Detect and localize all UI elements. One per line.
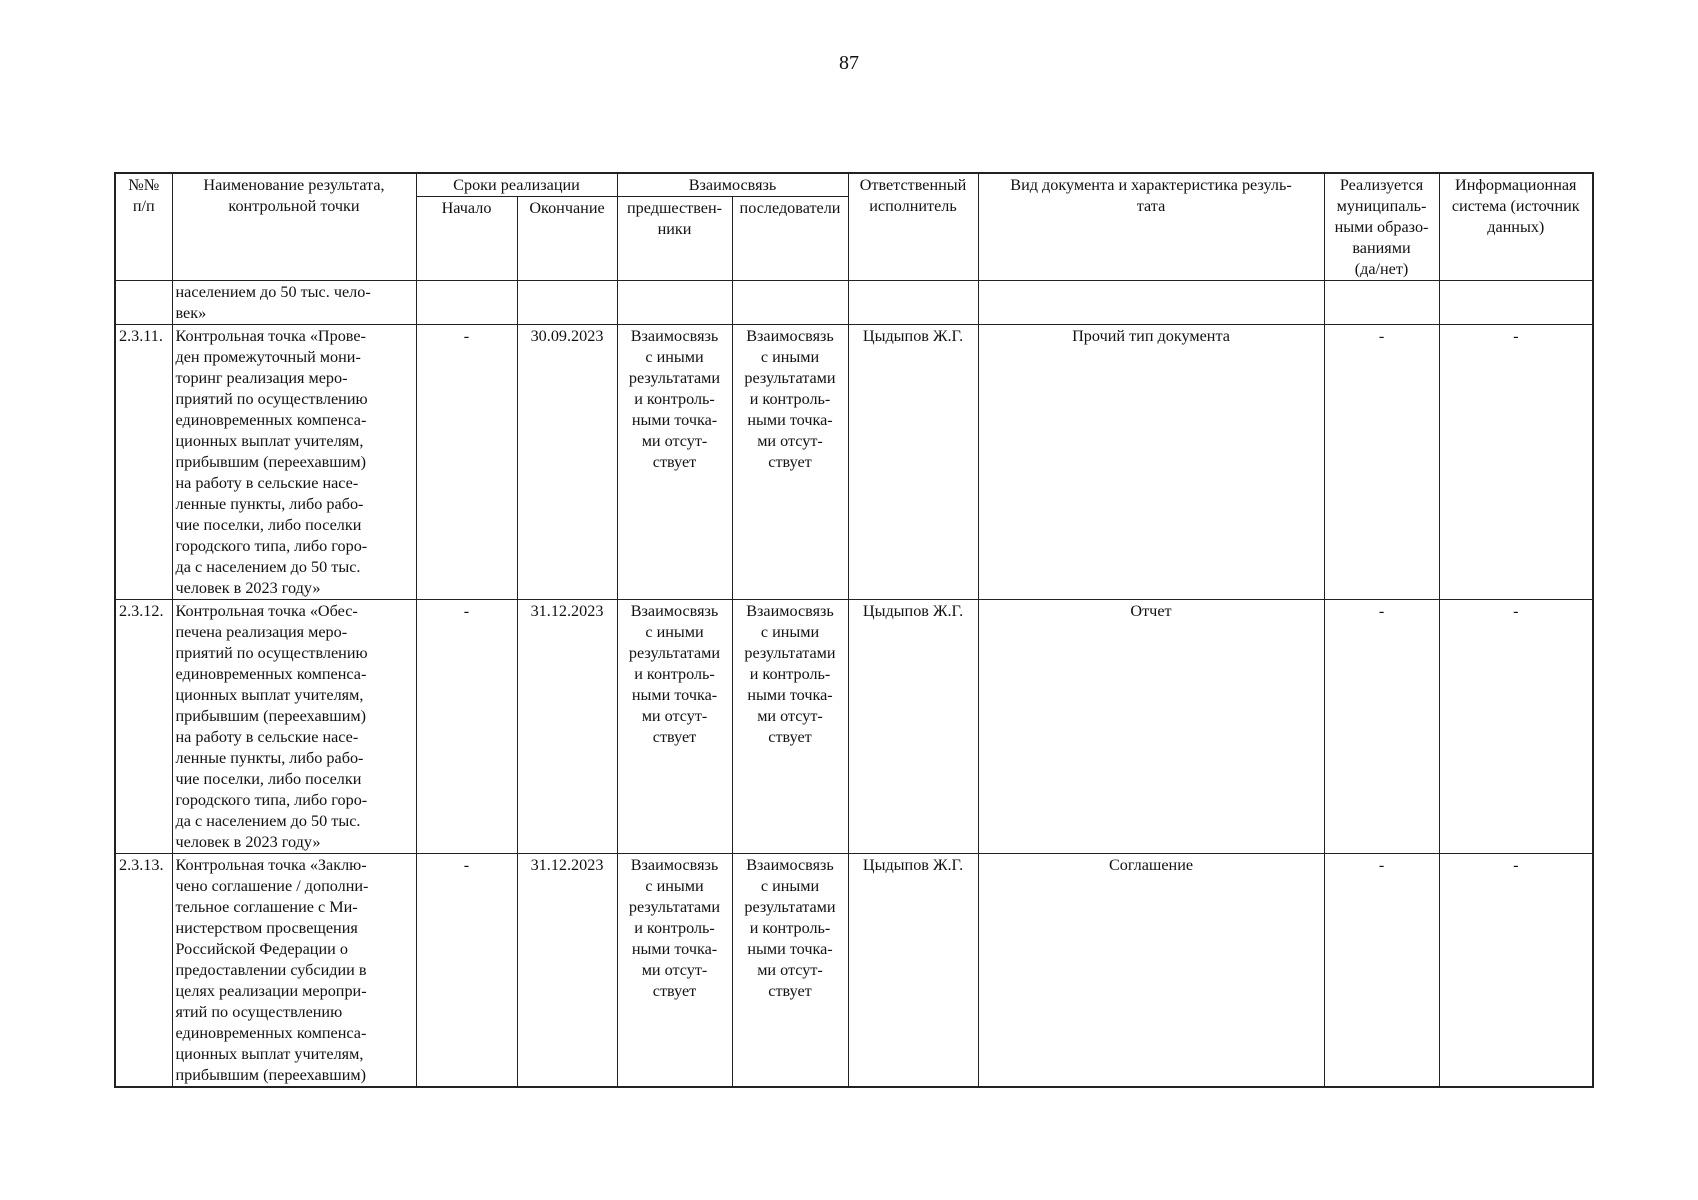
header-start: Начало — [416, 197, 517, 281]
cell-predecessors: Взаимосвязь с иными результатами и контроль- ными точка- ми отсут- ствует — [617, 325, 732, 600]
table-row — [115, 600, 1593, 854]
cell-end: 31.12.2023 — [517, 600, 617, 854]
cell-municipal: - — [1324, 325, 1439, 600]
header-terms: Сроки реализации — [416, 173, 617, 197]
cell-successors: Взаимосвязь с иными результатами и контроль- ными точка- ми отсут- ствует — [732, 600, 848, 854]
cell-doc-type: Прочий тип документа — [978, 325, 1324, 600]
cell-executor: Цыдыпов Ж.Г. — [848, 325, 978, 600]
cell-num: 2.3.12. — [115, 600, 172, 854]
header-predecessors: предшествен- ники — [617, 197, 732, 281]
header-executor: Ответственный исполнитель — [848, 173, 978, 281]
cell-municipal: - — [1324, 600, 1439, 854]
cell-name: Контрольная точка «Прове- ден промежуточный мони- торинг реализация меро- приятий по осуществлению единовременных компенса- ционных выплат учителям, прибывшим (переехавшим) на работу в сельские насе- ленные пункты, либо рабо- чие поселки, либо поселки городского типа, либо горо- да с населением до 50 тыс. человек в 2023 году» — [172, 325, 416, 600]
cell-num — [115, 281, 172, 325]
cell-doc-type: Отчет — [978, 600, 1324, 854]
header-doc-type: Вид документа и характеристика резуль- тата — [978, 173, 1324, 281]
table-row — [115, 854, 1593, 1088]
header-info-system: Информационная система (источник данных) — [1439, 173, 1593, 281]
control-points-table — [114, 172, 1594, 1088]
table-row — [115, 325, 1593, 600]
header-name: Наименование результата, контрольной точки — [172, 173, 416, 281]
cell-info-system: - — [1439, 854, 1593, 1088]
cell-end: 30.09.2023 — [517, 325, 617, 600]
cell-info-system: - — [1439, 325, 1593, 600]
cell-executor: Цыдыпов Ж.Г. — [848, 854, 978, 1088]
header-municipal: Реализуется муниципаль- ными образо- ваниями (да/нет) — [1324, 173, 1439, 281]
cell-predecessors: Взаимосвязь с иными результатами и контроль- ными точка- ми отсут- ствует — [617, 600, 732, 854]
cell-name: Контрольная точка «Обес- печена реализация меро- приятий по осуществлению единовременных компенса- ционных выплат учителям, прибывшим (переехавшим) на работу в сельские насе- ленные пункты, либо рабо- чие поселки, либо поселки городского типа, либо горо- да с населением до 50 тыс. человек в 2023 году» — [172, 600, 416, 854]
cell-successors: Взаимосвязь с иными результатами и контроль- ными точка- ми отсут- ствует — [732, 325, 848, 600]
cell-num: 2.3.11. — [115, 325, 172, 600]
cell-name: Контрольная точка «Заклю- чено соглашение / дополни- тельное соглашение с Ми- нистерством просвещения Российской Федерации о предоставлении субсидии в целях реализации меропри- ятий по осуществлению единовременных компенса- ционных выплат учителям, прибывшим (переехавшим) — [172, 854, 416, 1088]
cell-executor: Цыдыпов Ж.Г. — [848, 600, 978, 854]
cell-successors: Взаимосвязь с иными результатами и контроль- ными точка- ми отсут- ствует — [732, 854, 848, 1088]
cell-start: - — [416, 325, 517, 600]
header-relation: Взаимосвязь — [617, 173, 848, 197]
cell-num: 2.3.13. — [115, 854, 172, 1088]
cell-start: - — [416, 600, 517, 854]
cell-info-system: - — [1439, 600, 1593, 854]
header-successors: последователи — [732, 197, 848, 281]
cell-municipal: - — [1324, 854, 1439, 1088]
cell-doc-type: Соглашение — [978, 854, 1324, 1088]
header-num: №№ п/п — [115, 173, 172, 281]
cell-name: населением до 50 тыс. чело- век» — [172, 281, 416, 325]
table-row-continuation — [115, 281, 1593, 325]
header-row-1 — [115, 173, 1593, 197]
page-number: 87 — [839, 52, 859, 74]
cell-start: - — [416, 854, 517, 1088]
header-end: Окончание — [517, 197, 617, 281]
cell-end: 31.12.2023 — [517, 854, 617, 1088]
cell-predecessors: Взаимосвязь с иными результатами и контроль- ными точка- ми отсут- ствует — [617, 854, 732, 1088]
